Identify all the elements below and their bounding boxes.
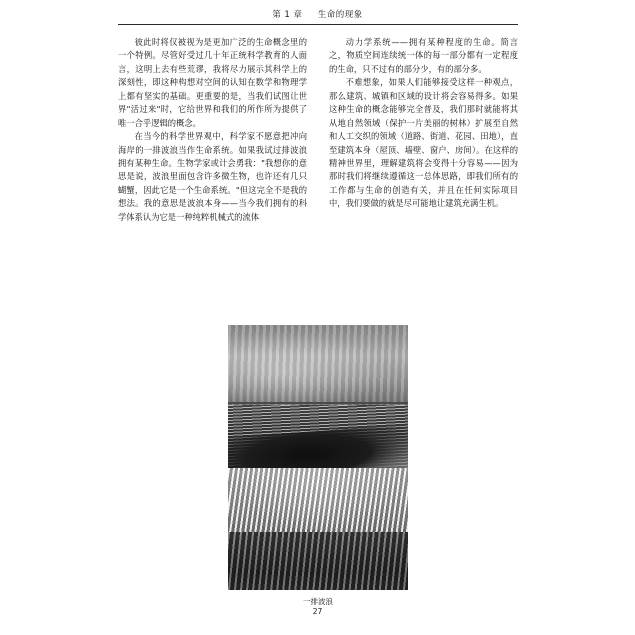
header-rule — [118, 24, 518, 25]
paragraph: 动力学系统——拥有某种程度的生命。简言之，物质空间连续统一体的每一部分都有一定程度的生命，只不过有的部分少，有的部分多。 — [329, 37, 518, 74]
paragraph: 在当今的科学世界观中，科学家不愿意把冲向海岸的一排波浪当作生命系统。如果我试过排波浪拥有某种生命。生物学家或计会勇我："我想你的意思是说，波浪里面包含许多微生物，也许还有几只蝴蟹，因此它是一个生命系统。"但这完全不是我的想法。我的意思是波浪本身——当今我们拥有的科学体系认为它是一种纯粹机械式的流体 — [118, 131, 307, 222]
figure-block — [228, 325, 408, 607]
chapter-title: 生命的现象 — [317, 10, 363, 20]
right-column — [329, 36, 518, 224]
paragraph: 不难想象，如果人们能够接受这样一种观点，那么建筑、城镇和区域的设计将会容易得多。如果这种生命的概念能够完全普及，我们那时就能将其从地自然领域（保护一片美丽的树林）扩展至自然和人工交织的领域（道路、街道、花园、田地），直至建筑本身（屋顶、墙壁、窗户、房间）。在这样的精神世界里，理解建筑将会变得十分容易——因为那时我们将继续遵循这一总体思路，即我们所有的工作都与生命的创造有关，并且在任何实际项目中，我们要做的就是尽可能地让建筑充满生机。 — [329, 77, 518, 209]
paragraph: 彼此时将仅被视为是更加广泛的生命概念里的一个特例。尽管好受过几十年正统科学教育的人面言，这明上去有些荒谬，我将尽力展示其科学上的深刻性，即这种构想对空间的认知在数学和物理学上都有坚实的基础。更重要的是，当我们试图让世界"活过来"时，它给世界和我们的所作所为提供了唯一合乎逻辑的概念。 — [118, 37, 307, 128]
chapter-number: 第 1 章 — [272, 10, 303, 20]
text-columns — [118, 36, 518, 224]
left-column — [118, 36, 307, 224]
page-number: 27 — [312, 607, 323, 616]
photo-grain — [228, 325, 408, 590]
breaking-wave-photograph — [228, 325, 408, 590]
figure-caption: 一排波浪 — [303, 597, 333, 606]
running-header — [0, 8, 635, 20]
